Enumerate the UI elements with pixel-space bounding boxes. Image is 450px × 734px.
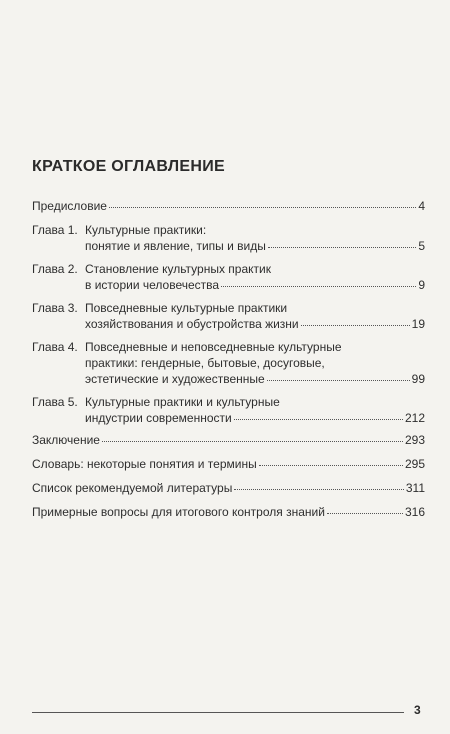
dot-leader <box>221 276 416 287</box>
toc-label: Предисловие <box>32 199 107 213</box>
toc-title-line: в истории человечества <box>85 278 220 292</box>
toc-label: Словарь: некоторые понятия и термины <box>32 457 257 471</box>
dot-leader <box>327 503 403 514</box>
toc-page-number: 9 <box>418 278 425 292</box>
toc-title-line: практики: гендерные, бытовые, досуговые, <box>85 356 325 370</box>
page-title: КРАТКОЕ ОГЛАВЛЕНИЕ <box>32 158 225 175</box>
chapter-number: Глава 2. <box>32 262 78 276</box>
toc-page-number: 293 <box>404 433 425 447</box>
dot-leader <box>109 197 416 208</box>
dot-leader <box>234 409 403 420</box>
toc-label: Заключение <box>32 433 100 447</box>
dot-leader <box>301 315 410 326</box>
toc-title-line: Повседневные и неповседневные культурные <box>85 340 342 354</box>
dot-leader <box>259 455 403 466</box>
toc-title-line: Повседневные культурные практики <box>85 301 288 315</box>
toc-title-line: индустрии современности <box>85 411 232 425</box>
toc-label: Примерные вопросы для итогового контроля знаний <box>32 505 325 519</box>
dot-leader <box>102 431 403 442</box>
toc-page-number: 5 <box>418 239 425 253</box>
toc-page-number: 99 <box>411 372 425 386</box>
dot-leader <box>267 370 410 381</box>
toc-page-number: 295 <box>404 457 425 471</box>
chapter-number: Глава 4. <box>32 340 78 354</box>
toc-title-line: хозяйствования и обустройства жизни <box>85 317 299 331</box>
chapter-number: Глава 1. <box>32 223 78 237</box>
toc-title-line: эстетические и художественные <box>85 372 265 386</box>
toc-title-line: Культурные практики и культурные <box>85 395 280 409</box>
toc-page-number: 4 <box>418 199 425 213</box>
toc-page-number: 19 <box>411 317 425 331</box>
toc-title-line: понятие и явление, типы и виды <box>85 239 266 253</box>
footer-rule <box>32 712 404 713</box>
page-number: 3 <box>414 703 421 717</box>
toc-title-line: Культурные практики: <box>85 223 207 237</box>
toc-page-number: 311 <box>405 481 425 495</box>
toc-title-line: Становление культурных практик <box>85 262 271 276</box>
dot-leader <box>234 479 404 490</box>
toc-page-number: 316 <box>404 505 425 519</box>
toc-label: Список рекомендуемой литературы <box>32 481 233 495</box>
chapter-number: Глава 3. <box>32 301 78 315</box>
dot-leader <box>268 237 416 248</box>
chapter-number: Глава 5. <box>32 395 78 409</box>
toc-page-number: 212 <box>404 411 425 425</box>
